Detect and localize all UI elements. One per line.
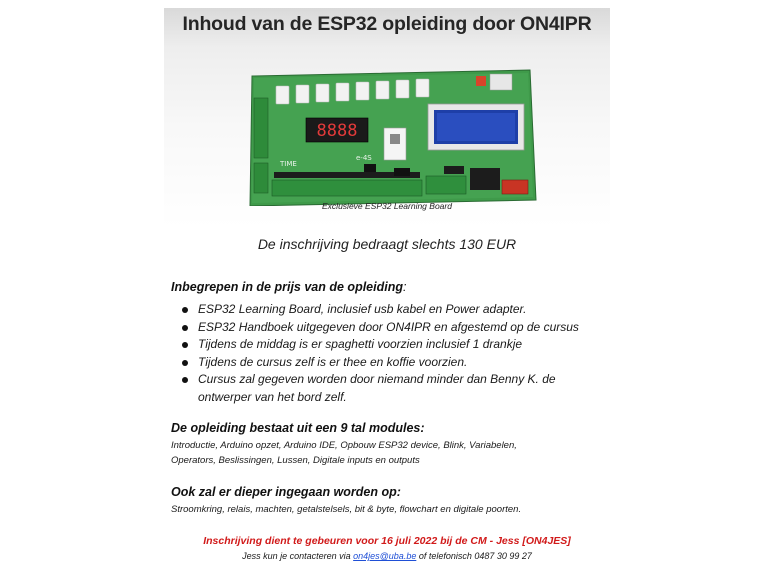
board-label-text: e-4S	[356, 154, 372, 162]
modules-line-2: Operators, Beslissingen, Lussen, Digitale inputs en outputs	[171, 455, 420, 466]
list-item: ESP32 Handboek uitgegeven door ON4IPR en afgestemd op de cursus	[180, 319, 610, 337]
contact-prefix: Jess kun je contacteren via	[242, 551, 354, 561]
board-caption: Exclusieve ESP32 Learning Board	[322, 201, 452, 211]
email-link[interactable]: on4jes@uba.be	[353, 551, 417, 561]
list-item: Tijdens de cursus zelf is er thee en koffie voorzien.	[180, 354, 610, 372]
seven-segment-digits: 8888	[316, 121, 358, 141]
board-brand-text: TIME	[280, 160, 297, 168]
included-heading-text: Inbegrepen in de prijs van de opleiding	[171, 280, 403, 294]
included-heading	[171, 280, 406, 294]
modules-heading: De opleiding bestaat uit een 9 tal modules:	[171, 421, 425, 435]
deeper-heading: Ook zal er dieper ingegaan worden op:	[171, 485, 401, 499]
list-item: Cursus zal gegeven worden door niemand minder dan Benny K. de ontwerper van het bord zelf.	[180, 371, 610, 406]
esp32-board-illustration	[244, 68, 538, 206]
list-item: Tijdens de middag is er spaghetti voorzien inclusief 1 drankje	[180, 336, 610, 354]
modules-text	[171, 438, 601, 468]
registration-notice: Inschrijving dient te gebeuren voor 16 juli 2022 bij de CM - Jess [ON4JES]	[203, 535, 571, 547]
included-list	[180, 301, 610, 406]
page-title: Inhoud van de ESP32 opleiding door ON4IPR	[182, 13, 592, 35]
included-heading-colon: :	[402, 280, 407, 294]
contact-line	[164, 551, 610, 561]
price-line: De inschrijving bedraagt slechts 130 EUR	[257, 236, 517, 252]
flyer-page	[164, 8, 610, 576]
deeper-text: Stroomkring, relais, machten, getalstelsels, bit & byte, flowchart en digitale poorten.	[171, 504, 522, 515]
contact-suffix: of telefonisch 0487 30 99 27	[416, 551, 532, 561]
list-item: ESP32 Learning Board, inclusief usb kabel en Power adapter.	[180, 301, 610, 319]
modules-line-1: Introductie, Arduino opzet, Arduino IDE, Opbouw ESP32 device, Blink, Variabelen,	[171, 440, 517, 451]
board-photo	[244, 68, 538, 206]
